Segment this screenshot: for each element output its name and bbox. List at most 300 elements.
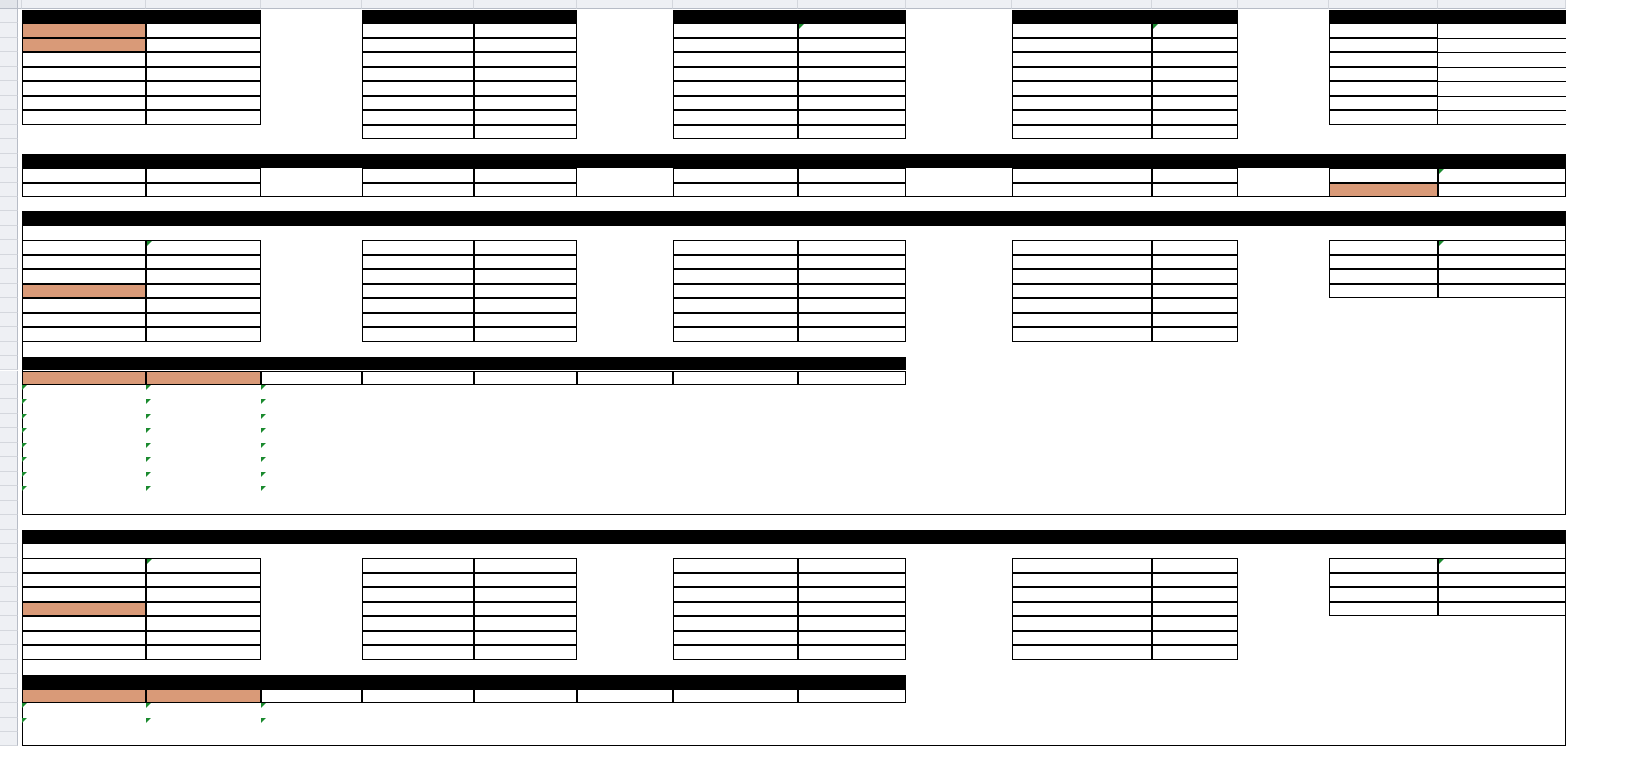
item-h-value[interactable] — [798, 327, 906, 341]
ship-from-label[interactable] — [1012, 96, 1152, 110]
schedule-cell[interactable] — [474, 472, 577, 486]
schedule-cell[interactable] — [673, 399, 798, 413]
ship-from-label[interactable] — [1012, 38, 1152, 52]
schedule-cell[interactable] — [577, 443, 673, 457]
item-e-label[interactable] — [362, 558, 474, 572]
seller-label[interactable] — [673, 81, 798, 95]
ship-from-label[interactable] — [1012, 110, 1152, 124]
row-header-46[interactable] — [0, 631, 18, 645]
row-header-34[interactable] — [0, 457, 18, 471]
item-h-value[interactable] — [798, 558, 906, 572]
row-header-49[interactable] — [0, 674, 18, 688]
schedule-cell[interactable] — [22, 486, 146, 500]
ship-to-label[interactable] — [1329, 23, 1438, 37]
ship-to-detail-value[interactable] — [1152, 183, 1238, 197]
item-e-value[interactable] — [474, 313, 577, 327]
row-header-4[interactable] — [0, 23, 18, 37]
item-k-label[interactable] — [1012, 284, 1152, 298]
item-k-value[interactable] — [1152, 631, 1238, 645]
schedule-cell[interactable] — [22, 718, 146, 732]
item-k-label[interactable] — [1012, 573, 1152, 587]
row-header-42[interactable] — [0, 573, 18, 587]
item-b-label[interactable] — [22, 587, 146, 601]
row-header-21[interactable] — [0, 269, 18, 283]
schedule-cell[interactable] — [362, 385, 474, 399]
item-b-value[interactable] — [146, 587, 261, 601]
ship-from-label[interactable] — [1012, 23, 1152, 37]
row-header-25[interactable] — [0, 327, 18, 341]
row-header-20[interactable] — [0, 255, 18, 269]
item-b-value[interactable] — [146, 327, 261, 341]
schedule-cell[interactable] — [146, 428, 261, 442]
schedule-cell[interactable] — [261, 718, 362, 732]
item-k-value[interactable] — [1152, 298, 1238, 312]
buyer-label[interactable] — [362, 110, 474, 124]
schedule-cell[interactable] — [474, 457, 577, 471]
item-k-label[interactable] — [1012, 313, 1152, 327]
row-header-7[interactable] — [0, 67, 18, 81]
item-n-value[interactable] — [1438, 269, 1566, 283]
row-header-31[interactable] — [0, 414, 18, 428]
basic-value[interactable] — [146, 96, 261, 110]
schedule-cell[interactable] — [362, 414, 474, 428]
schedule-cell[interactable] — [673, 385, 798, 399]
item-k-value[interactable] — [1152, 558, 1238, 572]
item-e-label[interactable] — [362, 587, 474, 601]
schedule-cell[interactable] — [261, 443, 362, 457]
item-e-label[interactable] — [362, 298, 474, 312]
ship-from-value[interactable] — [1152, 125, 1238, 139]
row-header-44[interactable] — [0, 602, 18, 616]
buyer-value[interactable] — [474, 23, 577, 37]
schedule-cell[interactable] — [673, 486, 798, 500]
seller-value[interactable] — [798, 110, 906, 124]
schedule-cell[interactable] — [362, 457, 474, 471]
item-n-label[interactable] — [1329, 587, 1438, 601]
item-e-value[interactable] — [474, 558, 577, 572]
seller-value[interactable] — [798, 38, 906, 52]
basic-label[interactable] — [22, 23, 146, 37]
schedule-cell[interactable] — [577, 428, 673, 442]
column-header-g[interactable] — [577, 0, 673, 9]
schedule-column-header[interactable] — [261, 371, 362, 385]
schedule-cell[interactable] — [577, 414, 673, 428]
ship-to-detail-label[interactable] — [1012, 183, 1152, 197]
item-k-label[interactable] — [1012, 631, 1152, 645]
item-h-label[interactable] — [673, 573, 798, 587]
row-header-14[interactable] — [0, 168, 18, 182]
column-header-l[interactable] — [1152, 0, 1238, 9]
schedule-column-header[interactable] — [798, 371, 906, 385]
ship-from-value[interactable] — [1152, 81, 1238, 95]
item-n-value[interactable] — [1438, 240, 1566, 254]
schedule-cell[interactable] — [146, 399, 261, 413]
schedule-cell[interactable] — [798, 399, 906, 413]
schedule-column-header[interactable] — [474, 689, 577, 703]
schedule-column-header[interactable] — [577, 371, 673, 385]
item-e-value[interactable] — [474, 240, 577, 254]
item-h-label[interactable] — [673, 255, 798, 269]
item-k-label[interactable] — [1012, 298, 1152, 312]
row-header-37[interactable] — [0, 501, 18, 515]
item-k-label[interactable] — [1012, 558, 1152, 572]
schedule-cell[interactable] — [577, 457, 673, 471]
item-h-label[interactable] — [673, 645, 798, 659]
schedule-cell[interactable] — [22, 399, 146, 413]
schedule-column-header[interactable] — [798, 689, 906, 703]
ship-from-value[interactable] — [1152, 110, 1238, 124]
schedule-column-header[interactable] — [474, 371, 577, 385]
schedule-cell[interactable] — [798, 457, 906, 471]
schedule-column-header[interactable] — [22, 689, 146, 703]
item-h-value[interactable] — [798, 269, 906, 283]
schedule-cell[interactable] — [362, 428, 474, 442]
item-h-value[interactable] — [798, 616, 906, 630]
schedule-column-header[interactable] — [362, 371, 474, 385]
ship-to-label[interactable] — [1329, 52, 1438, 66]
item-h-value[interactable] — [798, 645, 906, 659]
ship-to-detail-value[interactable] — [798, 168, 906, 182]
ship-to-detail-value[interactable] — [146, 168, 261, 182]
buyer-value[interactable] — [474, 110, 577, 124]
schedule-cell[interactable] — [22, 457, 146, 471]
item-b-label[interactable] — [22, 327, 146, 341]
row-header-33[interactable] — [0, 443, 18, 457]
row-header-9[interactable] — [0, 96, 18, 110]
seller-value[interactable] — [798, 67, 906, 81]
buyer-value[interactable] — [474, 52, 577, 66]
ship-to-detail-label[interactable] — [1012, 168, 1152, 182]
ship-to-detail-value[interactable] — [1152, 168, 1238, 182]
buyer-label[interactable] — [362, 67, 474, 81]
item-b-label[interactable] — [22, 313, 146, 327]
ship-to-value[interactable] — [1438, 81, 1566, 95]
schedule-cell[interactable] — [798, 428, 906, 442]
schedule-cell[interactable] — [474, 703, 577, 717]
ship-to-label[interactable] — [1329, 110, 1438, 124]
ship-from-label[interactable] — [1012, 67, 1152, 81]
column-header-o[interactable] — [1438, 0, 1566, 9]
ship-to-value[interactable] — [1438, 67, 1566, 81]
schedule-cell[interactable] — [146, 718, 261, 732]
item-b-value[interactable] — [146, 298, 261, 312]
item-h-label[interactable] — [673, 313, 798, 327]
item-b-label[interactable] — [22, 269, 146, 283]
seller-label[interactable] — [673, 67, 798, 81]
schedule-cell[interactable] — [798, 472, 906, 486]
schedule-cell[interactable] — [474, 486, 577, 500]
item-b-value[interactable] — [146, 645, 261, 659]
row-header-11[interactable] — [0, 125, 18, 139]
schedule-column-header[interactable] — [673, 689, 798, 703]
basic-value[interactable] — [146, 52, 261, 66]
schedule-cell[interactable] — [673, 428, 798, 442]
row-header-23[interactable] — [0, 298, 18, 312]
item-n-value[interactable] — [1438, 573, 1566, 587]
item-h-value[interactable] — [798, 240, 906, 254]
item-e-label[interactable] — [362, 645, 474, 659]
ship-to-detail-value[interactable] — [474, 183, 577, 197]
item-h-value[interactable] — [798, 313, 906, 327]
item-n-label[interactable] — [1329, 269, 1438, 283]
item-k-value[interactable] — [1152, 284, 1238, 298]
row-header-3[interactable] — [0, 9, 18, 23]
item-k-value[interactable] — [1152, 240, 1238, 254]
schedule-cell[interactable] — [474, 718, 577, 732]
basic-value[interactable] — [146, 23, 261, 37]
buyer-value[interactable] — [474, 125, 577, 139]
item-k-value[interactable] — [1152, 269, 1238, 283]
schedule-cell[interactable] — [474, 399, 577, 413]
row-header-6[interactable] — [0, 52, 18, 66]
item-e-value[interactable] — [474, 327, 577, 341]
schedule-cell[interactable] — [673, 414, 798, 428]
buyer-label[interactable] — [362, 125, 474, 139]
basic-value[interactable] — [146, 67, 261, 81]
row-header-16[interactable] — [0, 197, 18, 211]
ship-to-value[interactable] — [1438, 23, 1566, 37]
row-header-22[interactable] — [0, 284, 18, 298]
item-e-value[interactable] — [474, 298, 577, 312]
ship-to-detail-label[interactable] — [1329, 168, 1438, 182]
item-e-value[interactable] — [474, 573, 577, 587]
schedule-cell[interactable] — [673, 457, 798, 471]
item-e-label[interactable] — [362, 269, 474, 283]
item-h-value[interactable] — [798, 255, 906, 269]
item-k-value[interactable] — [1152, 602, 1238, 616]
row-header-10[interactable] — [0, 110, 18, 124]
item-h-label[interactable] — [673, 298, 798, 312]
buyer-label[interactable] — [362, 96, 474, 110]
seller-label[interactable] — [673, 125, 798, 139]
schedule-cell[interactable] — [146, 414, 261, 428]
column-header-e[interactable] — [362, 0, 474, 9]
row-header-53[interactable] — [0, 732, 18, 746]
item-e-label[interactable] — [362, 313, 474, 327]
schedule-cell[interactable] — [362, 703, 474, 717]
row-header-43[interactable] — [0, 587, 18, 601]
column-header-f[interactable] — [474, 0, 577, 9]
ship-to-value[interactable] — [1438, 52, 1566, 66]
row-header-27[interactable] — [0, 356, 18, 370]
item-e-value[interactable] — [474, 602, 577, 616]
schedule-cell[interactable] — [798, 703, 906, 717]
item-e-value[interactable] — [474, 269, 577, 283]
ship-to-detail-value[interactable] — [146, 183, 261, 197]
buyer-value[interactable] — [474, 67, 577, 81]
item-b-value[interactable] — [146, 602, 261, 616]
basic-label[interactable] — [22, 81, 146, 95]
schedule-cell[interactable] — [474, 385, 577, 399]
item-k-label[interactable] — [1012, 327, 1152, 341]
row-header-28[interactable] — [0, 371, 18, 385]
item-h-value[interactable] — [798, 631, 906, 645]
schedule-cell[interactable] — [798, 718, 906, 732]
schedule-cell[interactable] — [261, 399, 362, 413]
item-k-label[interactable] — [1012, 616, 1152, 630]
column-header-b[interactable] — [22, 0, 146, 9]
item-e-value[interactable] — [474, 631, 577, 645]
item-h-value[interactable] — [798, 602, 906, 616]
item-n-label[interactable] — [1329, 284, 1438, 298]
row-header-15[interactable] — [0, 183, 18, 197]
item-b-value[interactable] — [146, 255, 261, 269]
ship-to-detail-label[interactable] — [673, 183, 798, 197]
schedule-cell[interactable] — [261, 414, 362, 428]
item-e-label[interactable] — [362, 616, 474, 630]
item-e-value[interactable] — [474, 284, 577, 298]
item-e-label[interactable] — [362, 631, 474, 645]
ship-from-label[interactable] — [1012, 125, 1152, 139]
schedule-cell[interactable] — [22, 703, 146, 717]
schedule-cell[interactable] — [577, 399, 673, 413]
schedule-cell[interactable] — [261, 486, 362, 500]
item-h-value[interactable] — [798, 284, 906, 298]
item-b-label[interactable] — [22, 255, 146, 269]
item-h-label[interactable] — [673, 284, 798, 298]
schedule-cell[interactable] — [22, 385, 146, 399]
schedule-cell[interactable] — [362, 472, 474, 486]
schedule-cell[interactable] — [673, 443, 798, 457]
ship-to-value[interactable] — [1438, 110, 1566, 124]
schedule-column-header[interactable] — [146, 689, 261, 703]
item-h-label[interactable] — [673, 602, 798, 616]
item-h-label[interactable] — [673, 631, 798, 645]
row-header-13[interactable] — [0, 154, 18, 168]
item-b-value[interactable] — [146, 240, 261, 254]
seller-value[interactable] — [798, 52, 906, 66]
schedule-cell[interactable] — [577, 472, 673, 486]
item-n-value[interactable] — [1438, 284, 1566, 298]
schedule-cell[interactable] — [577, 703, 673, 717]
seller-label[interactable] — [673, 23, 798, 37]
schedule-cell[interactable] — [362, 718, 474, 732]
row-header-41[interactable] — [0, 558, 18, 572]
basic-label[interactable] — [22, 96, 146, 110]
basic-label[interactable] — [22, 110, 146, 124]
ship-to-detail-label[interactable] — [22, 183, 146, 197]
row-header-12[interactable] — [0, 139, 18, 153]
item-k-value[interactable] — [1152, 255, 1238, 269]
schedule-cell[interactable] — [261, 457, 362, 471]
schedule-cell[interactable] — [362, 399, 474, 413]
item-e-label[interactable] — [362, 602, 474, 616]
item-h-label[interactable] — [673, 616, 798, 630]
item-n-label[interactable] — [1329, 573, 1438, 587]
seller-value[interactable] — [798, 96, 906, 110]
buyer-value[interactable] — [474, 38, 577, 52]
item-n-label[interactable] — [1329, 558, 1438, 572]
item-b-value[interactable] — [146, 558, 261, 572]
schedule-cell[interactable] — [577, 385, 673, 399]
row-header-45[interactable] — [0, 616, 18, 630]
schedule-cell[interactable] — [261, 428, 362, 442]
schedule-cell[interactable] — [146, 457, 261, 471]
seller-label[interactable] — [673, 38, 798, 52]
row-header-38[interactable] — [0, 515, 18, 529]
item-h-label[interactable] — [673, 269, 798, 283]
ship-to-value[interactable] — [1438, 96, 1566, 110]
item-b-label[interactable] — [22, 616, 146, 630]
schedule-cell[interactable] — [22, 428, 146, 442]
item-k-value[interactable] — [1152, 573, 1238, 587]
item-k-value[interactable] — [1152, 587, 1238, 601]
schedule-cell[interactable] — [362, 486, 474, 500]
row-header-29[interactable] — [0, 385, 18, 399]
row-header-24[interactable] — [0, 313, 18, 327]
item-b-label[interactable] — [22, 298, 146, 312]
buyer-label[interactable] — [362, 52, 474, 66]
item-h-label[interactable] — [673, 558, 798, 572]
schedule-cell[interactable] — [673, 703, 798, 717]
item-b-value[interactable] — [146, 573, 261, 587]
schedule-cell[interactable] — [577, 486, 673, 500]
ship-to-label[interactable] — [1329, 81, 1438, 95]
row-header-51[interactable] — [0, 703, 18, 717]
row-header-19[interactable] — [0, 240, 18, 254]
item-k-value[interactable] — [1152, 327, 1238, 341]
buyer-value[interactable] — [474, 81, 577, 95]
item-k-value[interactable] — [1152, 313, 1238, 327]
schedule-cell[interactable] — [22, 472, 146, 486]
item-e-label[interactable] — [362, 573, 474, 587]
basic-label[interactable] — [22, 52, 146, 66]
ship-to-detail-label[interactable] — [362, 168, 474, 182]
item-h-label[interactable] — [673, 240, 798, 254]
seller-value[interactable] — [798, 81, 906, 95]
schedule-column-header[interactable] — [22, 371, 146, 385]
schedule-cell[interactable] — [474, 428, 577, 442]
ship-from-value[interactable] — [1152, 96, 1238, 110]
ship-to-detail-value[interactable] — [474, 168, 577, 182]
row-header-5[interactable] — [0, 38, 18, 52]
item-k-label[interactable] — [1012, 269, 1152, 283]
ship-to-detail-value[interactable] — [1438, 183, 1566, 197]
seller-label[interactable] — [673, 96, 798, 110]
select-all-corner[interactable] — [0, 0, 18, 9]
ship-to-detail-value[interactable] — [798, 183, 906, 197]
schedule-cell[interactable] — [146, 385, 261, 399]
seller-label[interactable] — [673, 52, 798, 66]
row-header-47[interactable] — [0, 645, 18, 659]
item-e-label[interactable] — [362, 240, 474, 254]
row-header-50[interactable] — [0, 689, 18, 703]
column-header-k[interactable] — [1012, 0, 1152, 9]
ship-from-value[interactable] — [1152, 38, 1238, 52]
ship-from-value[interactable] — [1152, 67, 1238, 81]
buyer-label[interactable] — [362, 81, 474, 95]
item-e-value[interactable] — [474, 616, 577, 630]
ship-to-label[interactable] — [1329, 38, 1438, 52]
ship-from-label[interactable] — [1012, 52, 1152, 66]
schedule-column-header[interactable] — [673, 371, 798, 385]
item-n-value[interactable] — [1438, 255, 1566, 269]
ship-to-detail-label[interactable] — [673, 168, 798, 182]
basic-label[interactable] — [22, 67, 146, 81]
item-h-value[interactable] — [798, 298, 906, 312]
schedule-cell[interactable] — [577, 718, 673, 732]
schedule-column-header[interactable] — [577, 689, 673, 703]
item-h-label[interactable] — [673, 327, 798, 341]
row-header-32[interactable] — [0, 428, 18, 442]
row-header-52[interactable] — [0, 718, 18, 732]
schedule-cell[interactable] — [261, 385, 362, 399]
item-e-value[interactable] — [474, 587, 577, 601]
schedule-column-header[interactable] — [362, 689, 474, 703]
seller-value[interactable] — [798, 125, 906, 139]
basic-value[interactable] — [146, 110, 261, 124]
item-b-label[interactable] — [22, 602, 146, 616]
